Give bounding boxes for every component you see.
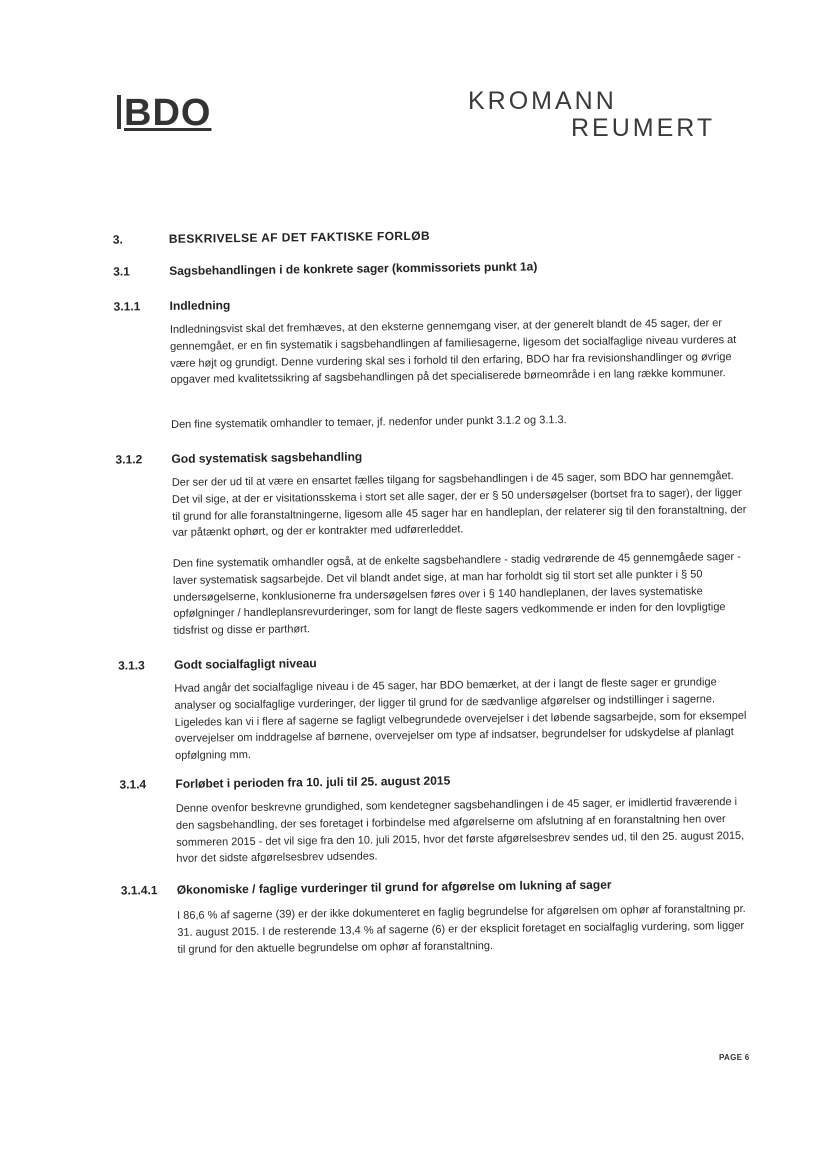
section-number: 3.1.4.1: [120, 883, 158, 898]
section-title: Indledning: [169, 298, 231, 313]
section-title: God systematisk sagsbehandling: [171, 449, 363, 466]
section-title: Økonomiske / faglige vurderinger til grund for afgørelse om lukning af sager: [176, 877, 612, 897]
paragraph: Den fine systematik omhandler to temaer, jf. nedenfor under punkt 3.1.2 og 3.1.3.: [171, 414, 567, 431]
section-title: Godt socialfagligt niveau: [173, 656, 317, 672]
section-number: 3.1.3: [117, 658, 145, 673]
page-number: PAGE 6: [719, 1053, 750, 1062]
bdo-logo: BDO: [117, 92, 211, 135]
paragraph: Hvad angår det socialfaglige niveau i de 45 sager, har BDO bemærket, at der i langt de fleste sager er grundige analyser og socialfaglige vurderinger, der ligger til grund for de sædvanlige afgørelser og indstillinger i sagerne. Ligeledes kan vi i flere af sagerne se fagligt velbegrundede overvejelser i det løbende sagsarbejde, som for eksempel overvejelser om inddragelse af børnene, overvejelser om type af indsatser, begrundelser for udskydelse af planlagt opfølgning mm.: [174, 676, 747, 763]
section-number: 3.1.4: [119, 777, 147, 792]
paragraph: Indledningsvist skal det fremhæves, at den eksterne gennemgang viser, at der generelt blandt de 45 sager, der er gennemgået, er en fin systematik i sagsbehandlingen af familiesagerne, ligesom det socialfaglige niveau vurderes at være højt og grundigt. Denne vurdering skal ses i forhold til den erfaring, BDO har fra revisionshandlinger og øvrige opgaver med kvalitetssikring af sagsbehandlingen på det specialiserede børneområde i en lang række kommuner.: [169, 317, 737, 387]
section-number: 3.1.1: [113, 299, 141, 314]
paragraph: Der ser der ud til at være en ensartet fælles tilgang for sagsbehandlingen i de 45 sager, som BDO har gennemgået. Det vil sige, at der er visitationsskema i stort set alle sager, der er § 50 undersøgelser (bortset fra to sager), der ligger til grund for alle foranstaltningerne, ligesom alle 45 sager har en handleplan, der relaterer sig til den foranstaltning, der var påtænkt ophørt, og der er kontrakter med udførerleddet.: [171, 470, 747, 540]
section-3-1-4-1-heading: [4, 875, 827, 898]
section-3-1-2-heading: [0, 444, 825, 467]
section-title: BESKRIVELSE AF DET FAKTISKE FORLØB: [168, 228, 431, 246]
section-number: 3.1.2: [115, 452, 143, 467]
section-3-1-4-heading: [2, 769, 827, 792]
paragraph: I 86,6 % af sagerne (39) er der ikke dokumenteret en faglig begrundelse for afgørelsen om ophør af foranstaltning pr. 31. august 2015. I de resterende 13,4 % af sagerne (6) er der eksplicit foretaget en socialfaglig vurdering, som ligger til grund for den aktuelle begrundelse om ophør af foranstaltning.: [177, 902, 746, 956]
paragraph: Den fine systematik omhandler også, at de enkelte sagsbehandlere - stadig vedrørende de 45 gennemgåede sager - laver systematisk sagsarbejde. Det vil blandt andet sige, at man har forholdt sig til stort set alle punkter i § 50 undersøgelserne, konklusionerne fra undersøgelsen føres over i § 140 handleplanen, der laves systematiske opfølgninger / handleplansrevurderinger, som for langt de fleste sagers vedkommende er inden for den lovpligtige tidsfrist og disse er parthørt.: [172, 550, 741, 638]
kromann-logo-line1: KROMANN: [468, 87, 617, 115]
section-title: Sagsbehandlingen i de konkrete sager (kommissoriets punkt 1a): [169, 259, 538, 278]
kromann-logo-line2: REUMERT: [571, 114, 716, 142]
section-number: 3.: [112, 232, 123, 247]
section-3-1-3-heading: [1, 650, 827, 673]
section-3-heading: [0, 224, 823, 247]
section-title: Forløbet i perioden fra 10. juli til 25. august 2015: [175, 773, 451, 791]
section-number: 3.1: [113, 264, 130, 279]
section-3-1-1-heading: [0, 291, 823, 314]
section-3-1-heading: [0, 256, 823, 279]
paragraph: Denne ovenfor beskrevne grundighed, som kendetegner sagsbehandlingen i de 45 sager, er imidlertid fraværende i den sagsbehandling, der ses foretaget i forbindelse med afgørelserne om afslutning af en foranstaltning hen over sommeren 2015 - det vil sige fra den 10. juli 2015, hvor det første afgørelsesbrev sendes ud, til den 25. august 2015, hvor det sidste afgørelsesbrev udsendes.: [175, 796, 745, 866]
